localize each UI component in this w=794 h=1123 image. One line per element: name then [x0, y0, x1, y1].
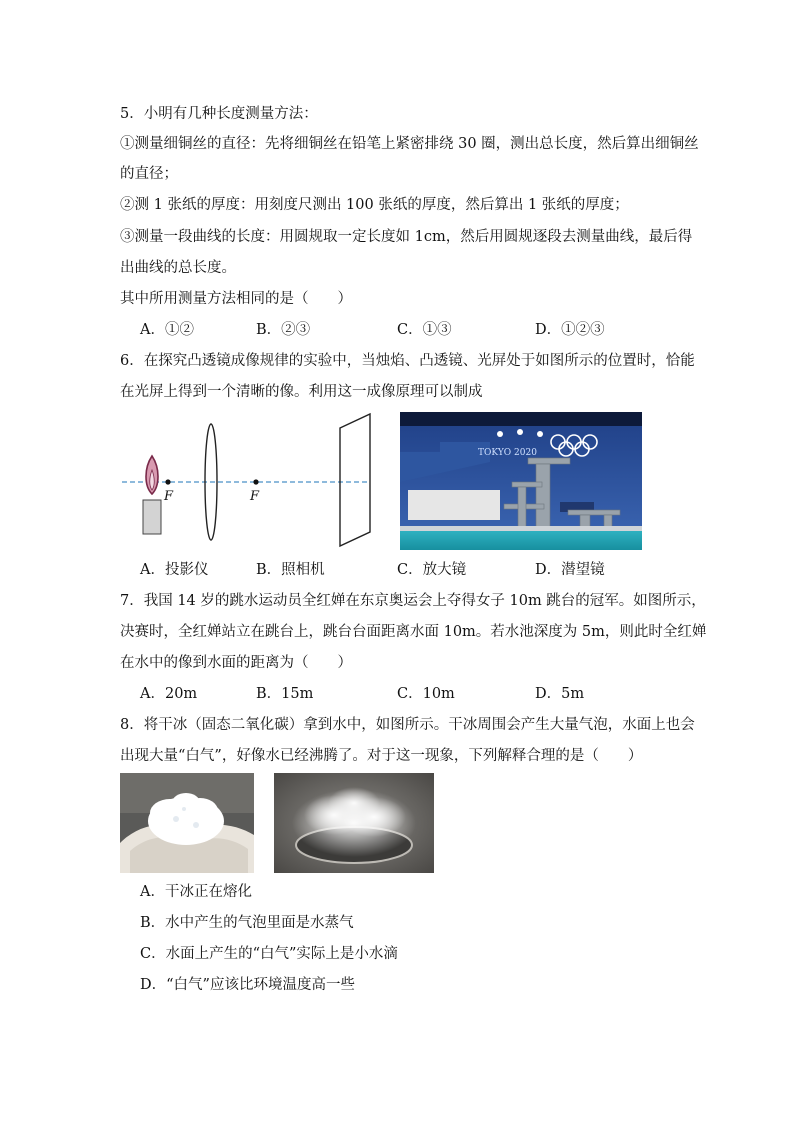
q5-question: 其中所用测量方法相同的是（ ）: [120, 291, 352, 307]
q8-option-a: A．干冰正在熔化: [140, 884, 252, 900]
q8-option-b: B．水中产生的气泡里面是水蒸气: [140, 915, 354, 931]
q5-option-a: A．①②: [140, 322, 194, 338]
q5-item1-line2: 的直径；: [120, 166, 178, 182]
q6-option-b: B．照相机: [256, 562, 325, 578]
q6-option-a: A．投影仪: [140, 562, 209, 578]
diving-venue-photo: [400, 412, 642, 550]
tokyo-2020-text: TOKYO 2020: [478, 448, 537, 458]
focus-point-right: [253, 479, 258, 484]
q6-option-c: C．放大镜: [397, 562, 467, 578]
q6-option-d: D．潜望镜: [535, 562, 605, 578]
q5-option-c: C．①③: [397, 322, 452, 338]
q7-line3: 在水中的像到水面的距离为（ ）: [120, 655, 352, 671]
q5-item1-line1: ①测量细铜丝的直径：先将细铜丝在铅笔上紧密排绕 30 圈，测出总长度，然后算出细铜丝: [120, 136, 699, 152]
q7-line2: 决赛时，全红婵站立在跳台上，跳台台面距离水面 10m。若水池深度为 5m，则此时全红婵: [120, 624, 707, 640]
dry-ice-water-photo: [274, 773, 434, 873]
q7-option-d: D．5m: [535, 686, 585, 702]
q7-option-a: A．20m: [140, 686, 198, 702]
q5-item3-line1: ③测量一段曲线的长度：用圆规取一定长度如 1cm，然后用圆规逐段去测量曲线，最后得: [120, 229, 693, 245]
candle-body: [143, 500, 161, 534]
light-screen: [340, 414, 370, 546]
q6-line2: 在光屏上得到一个清晰的像。利用这一成像原理可以制成: [120, 384, 483, 400]
optics-diagram: [118, 408, 388, 548]
focus-point-left: [165, 479, 170, 484]
focus-label-right: F: [250, 489, 260, 504]
q5-title: 5．小明有几种长度测量方法：: [120, 106, 318, 122]
focus-label-left: F: [164, 489, 174, 504]
q5-option-d: D．①②③: [535, 322, 605, 338]
q5-item3-line2: 出曲线的总长度。: [120, 260, 236, 276]
q7-line1: 7．我国 14 岁的跳水运动员全红婵在东京奥运会上夺得女子 10m 跳台的冠军。如图所示，: [120, 593, 706, 609]
dry-ice-hands-photo: [120, 773, 254, 873]
q8-option-c: C．水面上产生的“白气”实际上是小水滴: [140, 946, 398, 962]
q8-option-d: D．“白气”应该比环境温度高一些: [140, 977, 355, 993]
q6-line1: 6．在探究凸透镜成像规律的实验中，当烛焰、凸透镜、光屏处于如图所示的位置时，恰能: [120, 353, 695, 369]
q5-item2: ②测 1 张纸的厚度：用刻度尺测出 100 张纸的厚度，然后算出 1 张纸的厚度；: [120, 197, 629, 213]
q8-line1: 8．将干冰（固态二氧化碳）拿到水中，如图所示。干冰周围会产生大量气泡，水面上也会: [120, 717, 695, 733]
q5-option-b: B．②③: [256, 322, 311, 338]
q8-line2: 出现大量“白气”，好像水已经沸腾了。对于这一现象，下列解释合理的是（ ）: [120, 748, 643, 764]
q7-option-b: B．15m: [256, 686, 314, 702]
q7-option-c: C．10m: [397, 686, 455, 702]
